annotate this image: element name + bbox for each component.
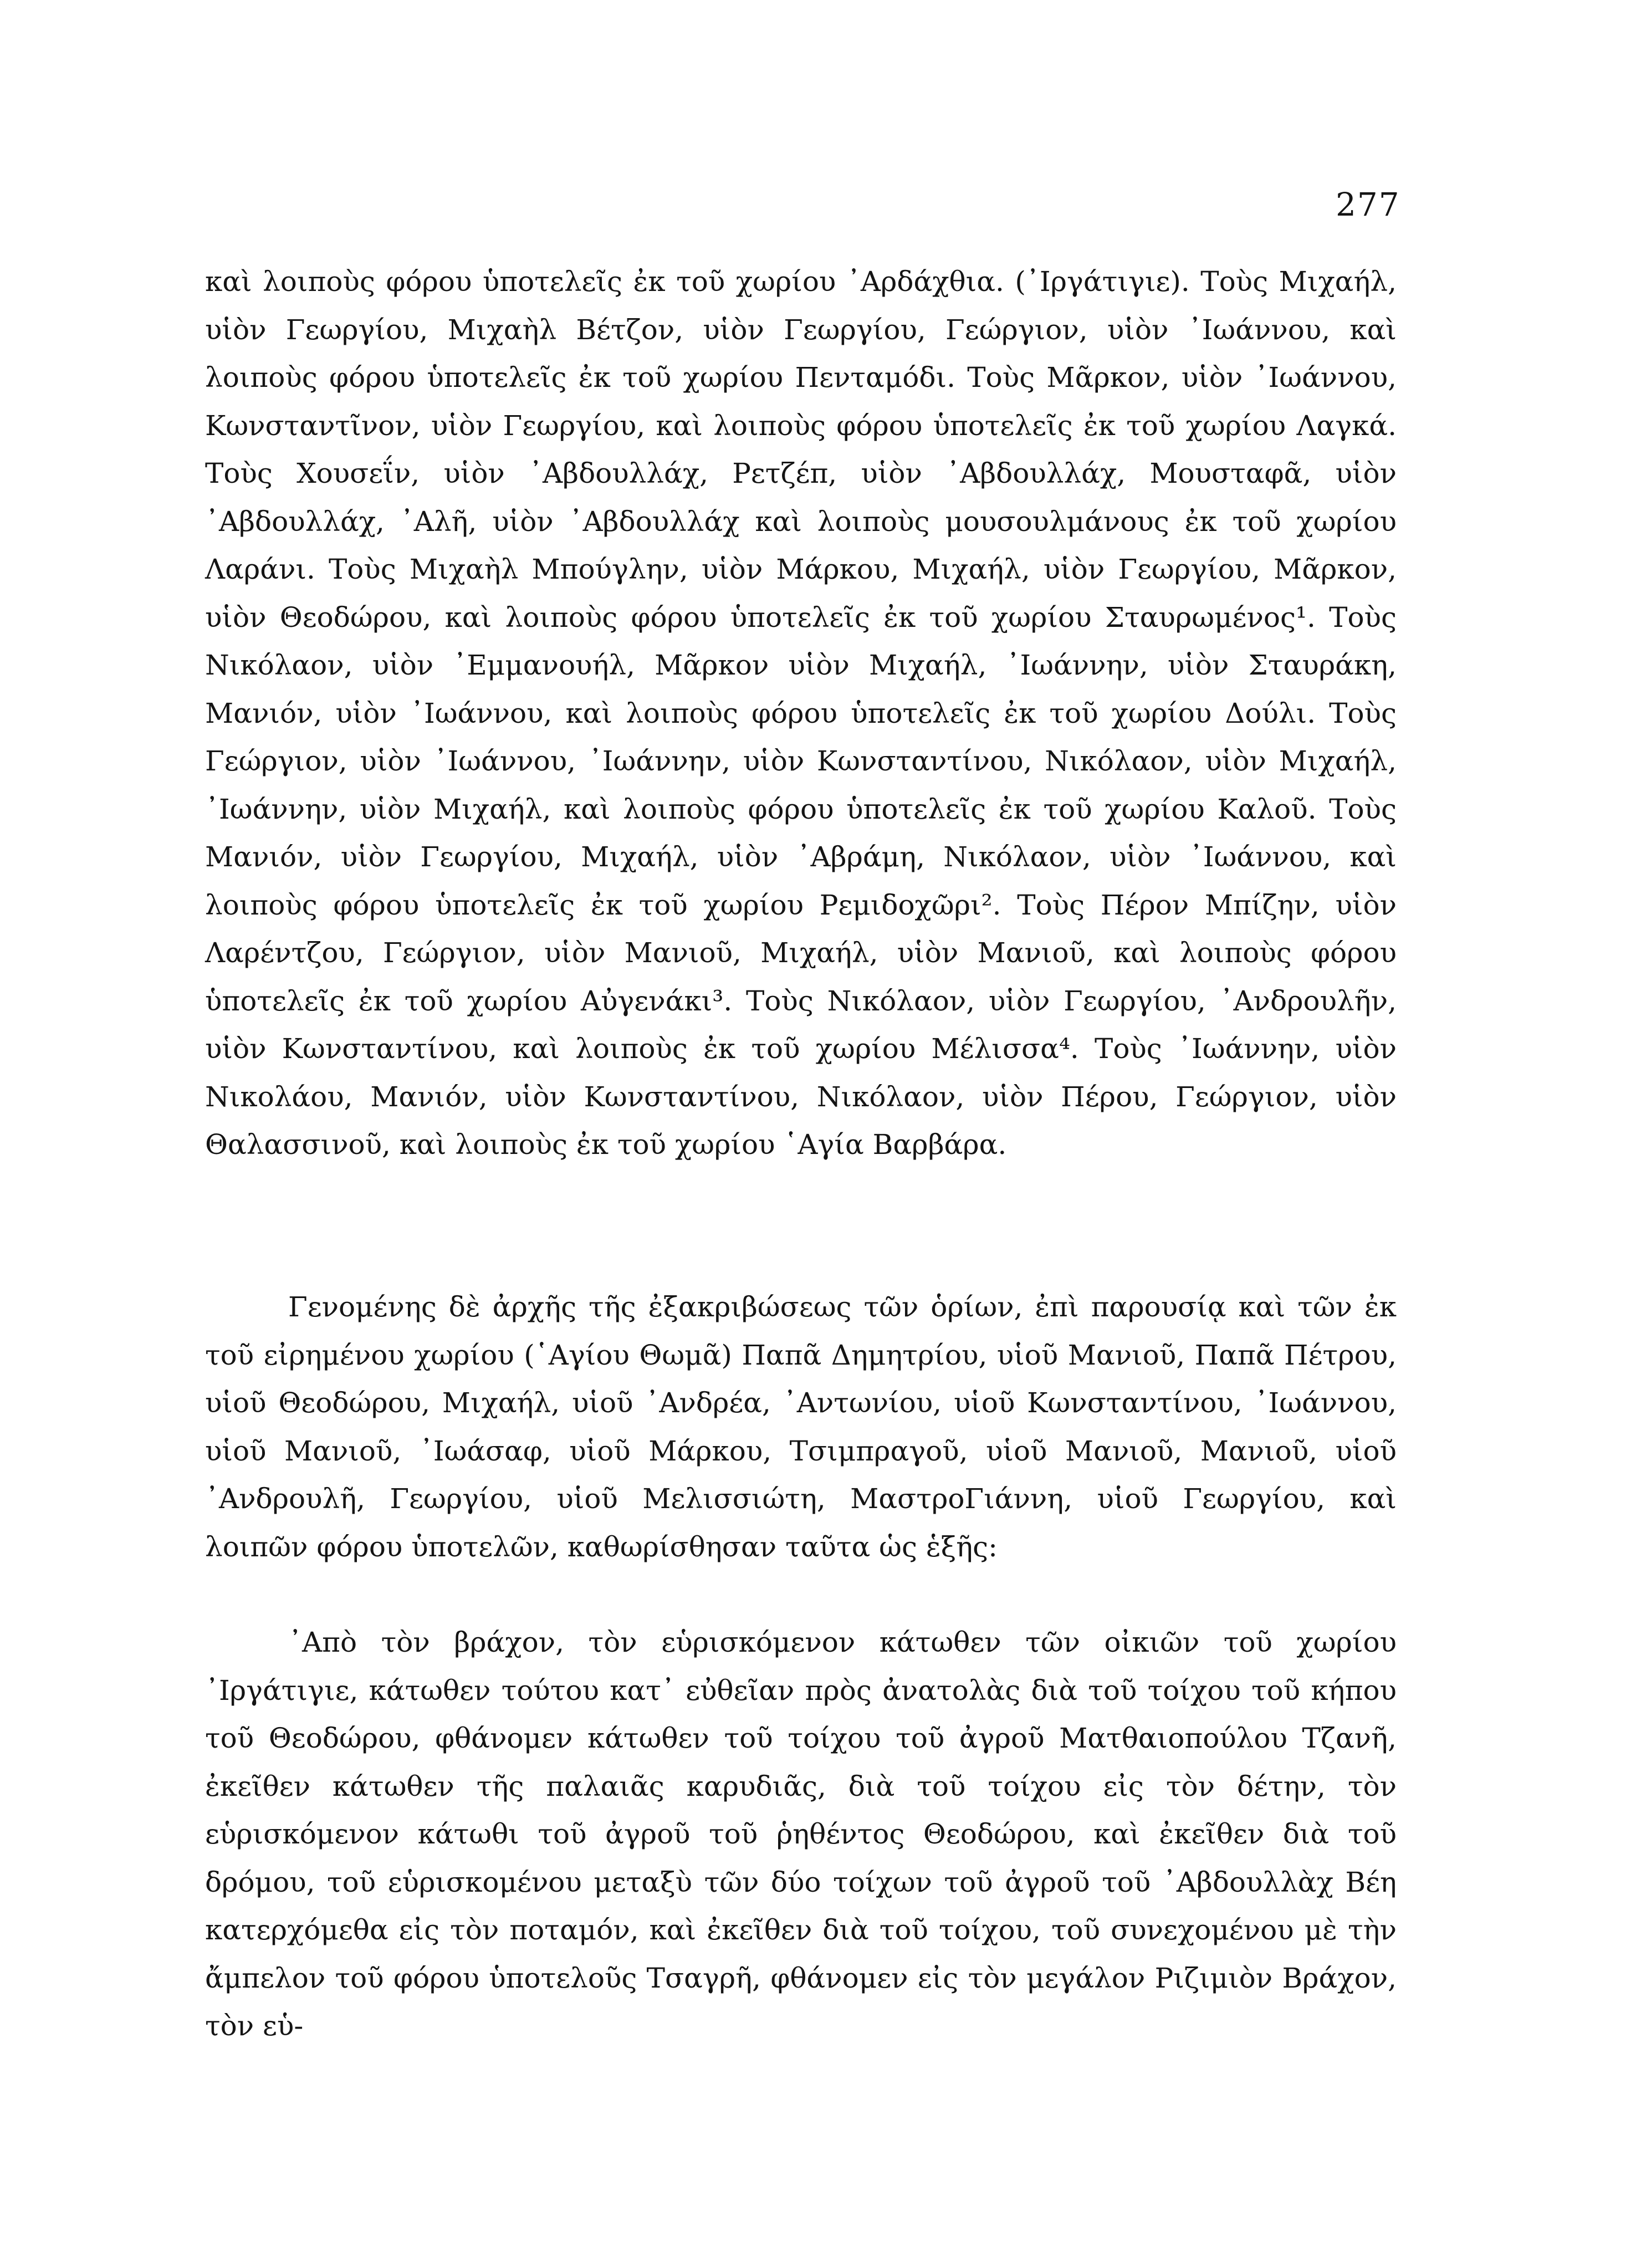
page-number: 277 xyxy=(1336,186,1400,223)
body-text xyxy=(205,258,1397,1169)
paragraph-3: ᾿Απὸ τὸν βράχον, τὸν εὑρισκόμενον κάτωθεν τῶν οἰκιῶν τοῦ χωρίου ᾿Ιργάτιγιε, κάτωθεν τούτου κατ᾿ εὐθεῖαν πρὸς ἀνατολὰς διὰ τοῦ τοίχου τοῦ κήπου τοῦ Θεοδώρου, φθάνομεν κάτωθεν τοῦ τοίχου τοῦ ἀγροῦ Ματθαιοπούλου Τζανῆ, ἐκεῖθεν κάτωθεν τῆς παλαιᾶς καρυδιᾶς, διὰ τοῦ τοίχου εἰς τὸν δέτην, τὸν εὑρισκόμενον κάτωθι τοῦ ἀγροῦ τοῦ ῥηθέντος Θεοδώρου, καὶ ἐκεῖθεν διὰ τοῦ δρόμου, τοῦ εὑρισκομένου μεταξὺ τῶν δύο τοίχων τοῦ ἀγροῦ τοῦ ᾿Αβδουλλὰχ Βέη κατερχόμεθα εἰς τὸν ποταμόν, καὶ ἐκεῖθεν διὰ τοῦ τοίχου, τοῦ συνεχομένου μὲ τὴν ἄμπελον τοῦ φόρου ὑποτελοῦς Τσαγρῆ, φθάνομεν εἰς τὸν μεγάλον Ριζιμιὸν Βράχον, τὸν εὑ- xyxy=(205,1626,1397,2042)
body-text xyxy=(205,1618,1397,2050)
paragraph-1: καὶ λοιποὺς φόρου ὑποτελεῖς ἐκ τοῦ χωρίου ᾿Αρδάχθια. (᾿Ιργάτιγιε). Τοὺς Μιχαήλ, υἱὸν Γεωργίου, Μιχαὴλ Βέτζον, υἱὸν Γεωργίου, Γεώργιον, υἱὸν ᾿Ιωάννου, καὶ λοιποὺς φόρου ὑποτελεῖς ἐκ τοῦ χωρίου Πενταμόδι. Τοὺς Μᾶρκον, υἱὸν ᾿Ιωάννου, Κωνσταντῖνον, υἱὸν Γεωργίου, καὶ λοιποὺς φόρου ὑποτελεῖς ἐκ τοῦ χωρίου Λαγκά. Τοὺς Χουσεΐν, υἱὸν ᾿Αβδουλλάχ, Ρετζέπ, υἱὸν ᾿Αβδουλλάχ, Μουσταφᾶ, υἱὸν ᾿Αβδουλλάχ, ᾿Αλῆ, υἱὸν ᾿Αβδουλλάχ καὶ λοιποὺς μουσουλμάνους ἐκ τοῦ χωρίου Λαράνι. Τοὺς Μιχαὴλ Μπούγλην, υἱὸν Μάρκου, Μιχαήλ, υἱὸν Γεωργίου, Μᾶρκον, υἱὸν Θεοδώρου, καὶ λοιποὺς φόρου ὑποτελεῖς ἐκ τοῦ χωρίου Σταυρωμένος¹. Τοὺς Νικόλαον, υἱὸν ᾿Εμμανουήλ, Μᾶρκον υἱὸν Μιχαήλ, ᾿Ιωάννην, υἱὸν Σταυράκη, Μανιόν, υἱὸν ᾿Ιωάννου, καὶ λοιποὺς φόρου ὑποτελεῖς ἐκ τοῦ χωρίου Δούλι. Τοὺς Γεώργιον, υἱὸν ᾿Ιωάννου, ᾿Ιωάννην, υἱὸν Κωνσταντίνου, Νικόλαον, υἱὸν Μιχαήλ, ᾿Ιωάννην, υἱὸν Μιχαήλ, καὶ λοιποὺς φόρου ὑποτελεῖς ἐκ τοῦ χωρίου Καλοῦ. Τοὺς Μανιόν, υἱὸν Γεωργίου, Μιχαήλ, υἱὸν ᾿Αβράμη, Νικόλαον, υἱὸν ᾿Ιωάννου, καὶ λοιποὺς φόρου ὑποτελεῖς ἐκ τοῦ χωρίου Ρεμιδοχῶρι². Τοὺς Πέρον Μπίζην, υἱὸν Λαρέντζου, Γεώργιον, υἱὸν Μανιοῦ, Μιχαήλ, υἱὸν Μανιοῦ, καὶ λοιποὺς φόρου ὑποτελεῖς ἐκ τοῦ χωρίου Αὐγενάκι³. Τοὺς Νικόλαον, υἱὸν Γεωργίου, ᾿Ανδρουλῆν, υἱὸν Κωνσταντίνου, καὶ λοιποὺς ἐκ τοῦ χωρίου Μέλισσα⁴. Τοὺς ᾿Ιωάννην, υἱὸν Νικολάου, Μανιόν, υἱὸν Κωνσταντίνου, Νικόλαον, υἱὸν Πέρου, Γεώργιον, υἱὸν Θαλασσινοῦ, καὶ λοιποὺς ἐκ τοῦ χωρίου ῾Αγία Βαρβάρα. xyxy=(205,265,1397,1161)
paragraph-2: Γενομένης δὲ ἀρχῆς τῆς ἐξακριβώσεως τῶν ὁρίων, ἐπὶ παρουσίᾳ καὶ τῶν ἐκ τοῦ εἰρημένου χωρίου (῾Αγίου Θωμᾶ) Παπᾶ Δημητρίου, υἱοῦ Μανιοῦ, Παπᾶ Πέτρου, υἱοῦ Θεοδώρου, Μιχαήλ, υἱοῦ ᾿Ανδρέα, ᾿Αντωνίου, υἱοῦ Κωνσταντίνου, ᾿Ιωάννου, υἱοῦ Μανιοῦ, ᾿Ιωάσαφ, υἱοῦ Μάρκου, Τσιμπραγοῦ, υἱοῦ Μανιοῦ, Μανιοῦ, υἱοῦ ᾿Ανδρουλῆ, Γεωργίου, υἱοῦ Μελισσιώτη, ΜαστροΓιάννη, υἱοῦ Γεωργίου, καὶ λοιπῶν φόρου ὑποτελῶν, καθωρίσθησαν ταῦτα ὡς ἑξῆς: xyxy=(205,1291,1397,1563)
body-text xyxy=(205,1283,1397,1571)
